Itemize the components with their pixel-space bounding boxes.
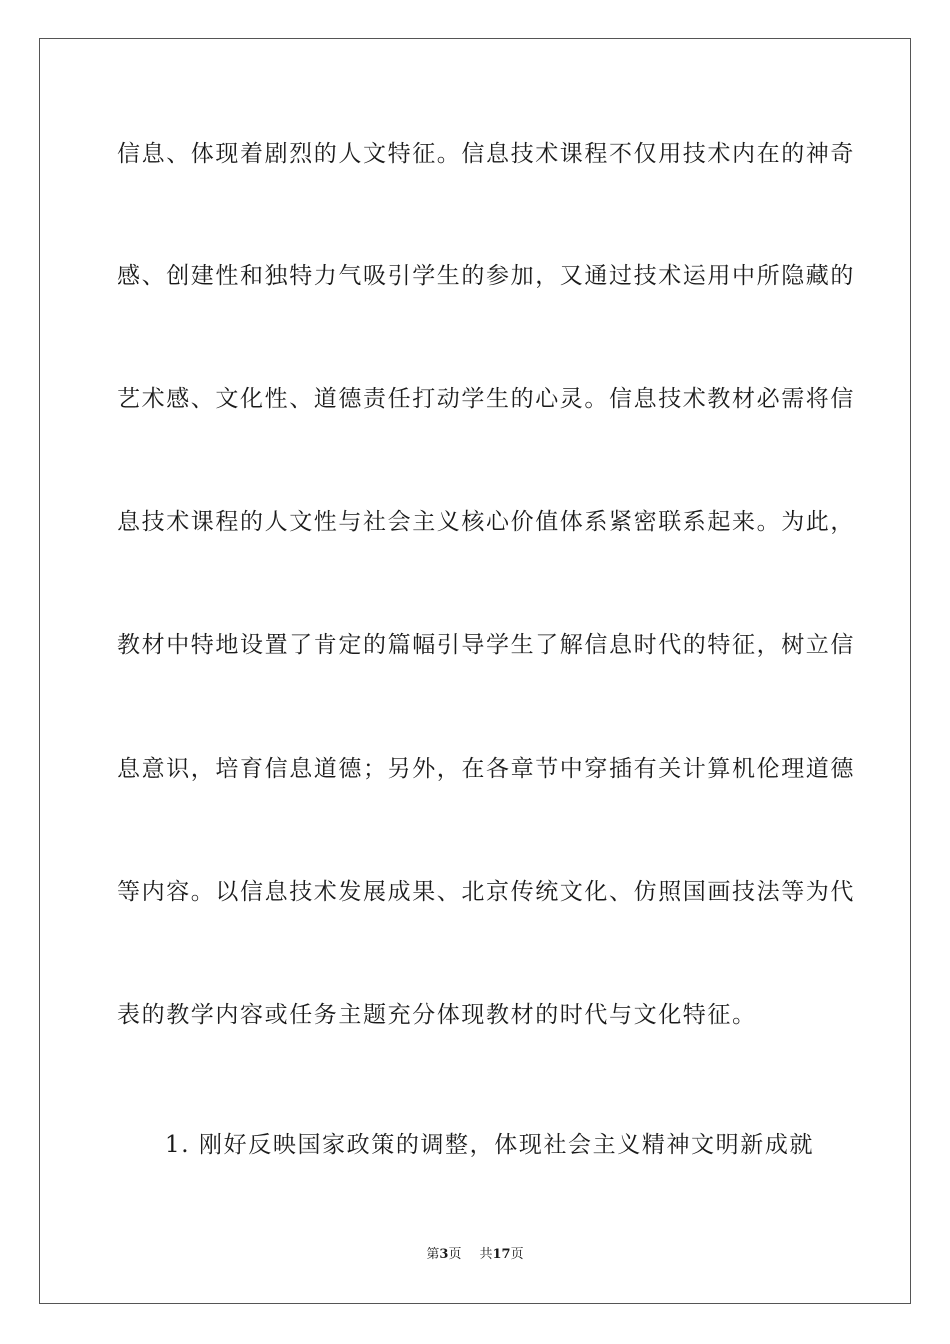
paragraph-line-1: 信息、体现着剧烈的人文特征。信息技术课程不仅用技术内在的神奇: [117, 141, 855, 167]
current-page-number: 3: [439, 1247, 449, 1262]
paragraph-line-2: 感、创建性和独特力气吸引学生的参加，又通过技术运用中所隐藏的: [117, 263, 855, 289]
paragraph-line-3: 艺术感、文化性、道德责任打动学生的心灵。信息技术教材必需将信: [117, 386, 855, 412]
paragraph-line-6: 息意识，培育信息道德；另外，在各章节中穿插有关计算机伦理道德: [117, 756, 855, 782]
paragraph-line-7: 等内容。以信息技术发展成果、北京传统文化、仿照国画技法等为代: [117, 879, 855, 905]
page-frame: [39, 38, 911, 1304]
total-prefix: 共: [479, 1247, 493, 1262]
page-prefix: 第: [426, 1247, 440, 1262]
paragraph-line-4: 息技术课程的人文性与社会主义核心价值体系紧密联系起来。为此，: [117, 509, 855, 535]
total-page-number: 17: [492, 1247, 511, 1262]
paragraph-line-5: 教材中特地设置了肯定的篇幅引导学生了解信息时代的特征，树立信: [117, 632, 855, 658]
page-suffix: 页: [448, 1247, 462, 1262]
total-suffix: 页: [510, 1247, 524, 1262]
page-footer: [0, 1246, 950, 1264]
numbered-list-item: 1. 刚好反映国家政策的调整，体现社会主义精神文明新成就: [165, 1132, 815, 1158]
paragraph-line-8: 表的教学内容或任务主题充分体现教材的时代与文化特征。: [117, 1002, 757, 1028]
